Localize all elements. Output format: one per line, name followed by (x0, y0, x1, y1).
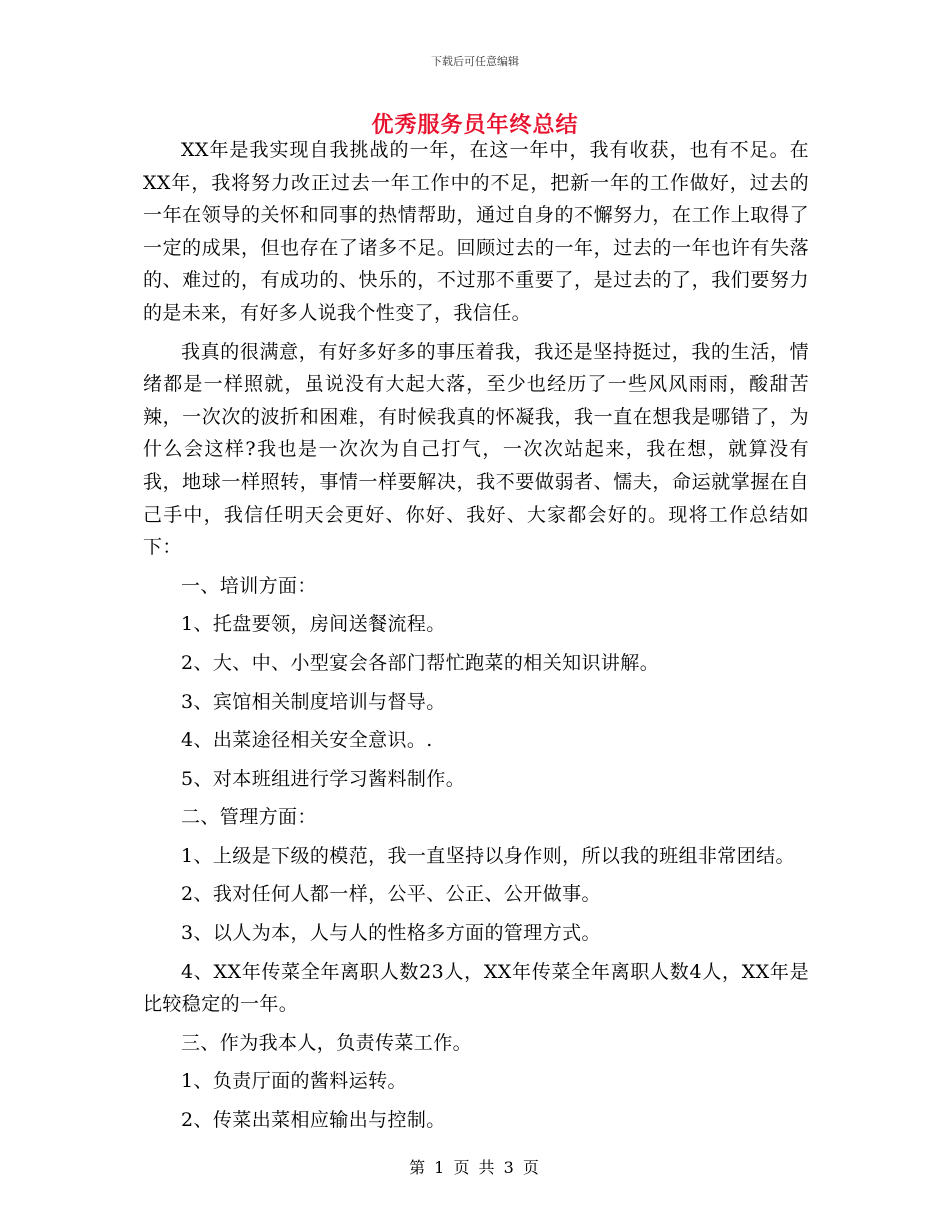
list-item: 2、我对任何人都一样，公平、公正、公开做事。 (181, 883, 601, 906)
paragraph-intro: XX年是我实现自我挑战的一年，在这一年中，我有收获，也有不足。在XX年，我将努力改正过去一年工作中的不足，把新一年的工作做好，过去的一年在领导的关怀和同事的热情帮助，通过自身的不懈努力，在工作上取得了一定的成果，但也存在了诸多不足。回顾过去的一年，过去的一年也许有失落的、难过的，有成功的、快乐的，不过那不重要了，是过去的了，我们要努力的是未来，有好多人说我个性变了，我信任。 (143, 139, 809, 324)
list-item: 1、托盘要领，房间送餐流程。 (181, 613, 446, 636)
list-item: 2、传菜出菜相应输出与控制。 (181, 1109, 446, 1132)
list-item: 3、宾馆相关制度培训与督导。 (181, 690, 446, 713)
list-item: 3、以人为本，人与人的性格多方面的管理方式。 (181, 922, 601, 945)
list-item: 5、对本班组进行学习酱料制作。 (181, 767, 466, 790)
list-item: 1、上级是下级的模范，我一直坚持以身作则，所以我的班组非常团结。 (181, 844, 795, 867)
section-heading-management: 二、管理方面： (181, 806, 317, 829)
section-heading-training: 一、培训方面： (181, 574, 317, 597)
paragraph-reflection: 我真的很满意，有好多好多的事压着我，我还是坚持挺过，我的生活，情绪都是一样照就，虽说没有大起大落，至少也经历了一些风风雨雨，酸甜苦辣，一次次的波折和困难，有时候我真的怀凝我，我一直在想我是哪错了，为什么会这样?我也是一次次为自己打气，一次次站起来，我在想，就算没有我，地球一样照转，事情一样要解决，我不要做弱者、懦夫，命运就掌握在自己手中，我信任明天会更好、你好、我好、大家都会好的。现将工作总结如下： (143, 340, 809, 559)
section-heading-personal: 三、作为我本人，负责传菜工作。 (181, 1031, 473, 1054)
header-note: 下载后可任意编辑 (431, 55, 519, 68)
list-item: 4、XX年传菜全年离职人数23人，XX年传菜全年离职人数4人，XX年是比较稳定的一年。 (143, 960, 809, 1016)
document-body (143, 134, 809, 1137)
list-item: 2、大、中、小型宴会各部门帮忙跑菜的相关知识讲解。 (181, 651, 660, 674)
list-item: 4、出菜途径相关安全意识。. (181, 729, 433, 752)
page-number-footer: 第 1 页 共 3 页 (409, 1158, 541, 1177)
document-title: 优秀服务员年终总结 (371, 113, 579, 138)
list-item: 1、负责厅面的酱料运转。 (181, 1070, 407, 1093)
